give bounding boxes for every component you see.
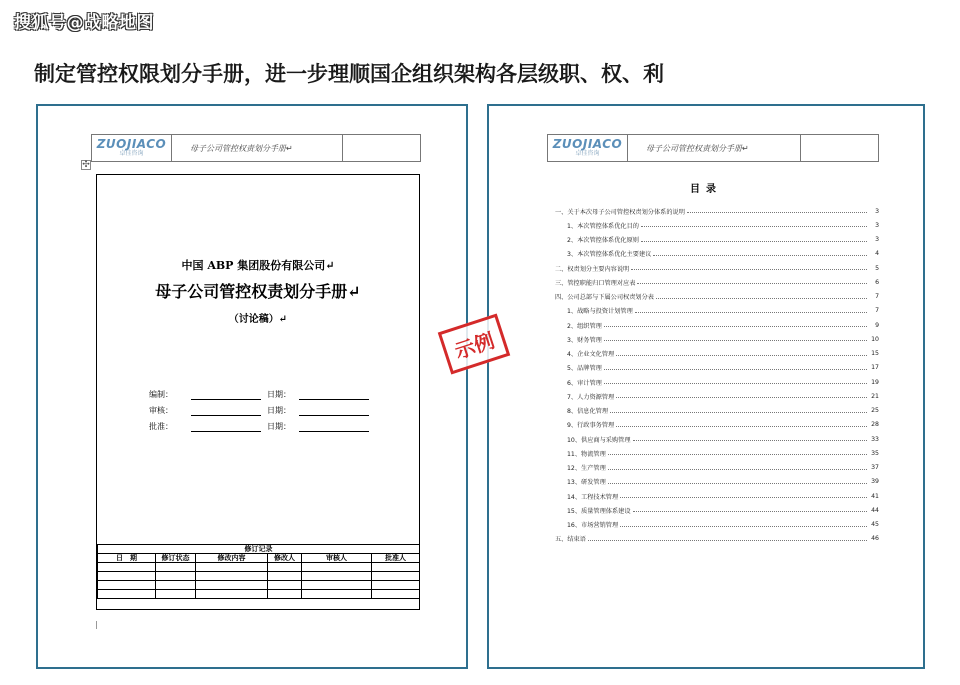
toc-leader-dots [641,223,867,227]
toc-entry-text: 1、本次管控体系优化目的 [567,222,639,230]
toc-page-number: 7 [875,293,879,301]
company-logo: ZUOJIACO 卓佳咨询 [548,135,628,161]
toc-list [555,204,879,546]
toc-page-number: 5 [875,264,879,272]
toc-entry[interactable] [555,446,879,460]
toc-page-number: 39 [871,478,879,486]
toc-leader-dots [608,466,867,470]
toc-entry-text: 13、研发管理 [567,479,606,487]
toc-page-number: 45 [871,521,879,529]
toc-entry[interactable] [555,247,879,261]
toc-leader-dots [687,209,867,213]
page-header [91,134,421,162]
toc-entry-text: 8、信息化管理 [567,408,609,416]
toc-entry-text: 1、战略与投资计划管理 [567,308,633,316]
toc-entry[interactable] [555,503,879,517]
toc-page-number: 3 [875,236,879,244]
page-header [547,134,879,162]
toc-entry[interactable] [555,304,879,318]
toc-page-number: 35 [871,449,879,457]
toc-entry[interactable] [555,332,879,346]
toc-entry-text: 3、本次管控体系优化主要建议 [567,251,652,259]
manual-title: 母子公司管控权责划分手册↵ [155,282,361,301]
sample-stamp: 示例 [438,313,511,374]
toc-leader-dots [610,409,867,413]
toc-entry-text: 11、物流管理 [567,450,606,458]
toc-entry[interactable] [555,375,879,389]
revision-table [97,544,420,599]
toc-entry-text: 14、工程技术管理 [567,493,619,501]
toc-entry[interactable] [555,318,879,332]
toc-leader-dots [637,280,867,284]
toc-entry[interactable] [555,489,879,503]
company-logo: ZUOJIACO 卓佳咨询 [92,135,172,161]
toc-page-number: 19 [871,378,879,386]
toc-entry[interactable] [555,261,879,275]
toc-leader-dots [616,394,867,398]
toc-entry-text: 16、市场营销管理 [567,522,619,530]
toc-leader-dots [608,480,867,484]
company-name: 中国 ABP 集团股份有限公司↵ [181,259,335,272]
toc-leader-dots [604,323,867,327]
toc-leader-dots [633,437,867,441]
toc-entry[interactable] [555,418,879,432]
cover-page [36,104,468,669]
toc-leader-dots [620,523,867,527]
toc-entry[interactable] [555,233,879,247]
toc-entry[interactable] [555,275,879,289]
toc-entry-text: 5、品牌管理 [567,365,602,373]
slide-headline: 制定管控权限划分手册，进一步理顺国企组织架构各层级职、权、利 [34,62,664,86]
toc-title: 目录 [690,184,722,195]
toc-page-number: 10 [871,335,879,343]
toc-entry-text: 二、权责划分主要内容说明 [555,265,630,273]
toc-leader-dots [616,352,867,356]
toc-entry[interactable] [555,290,879,304]
toc-entry[interactable] [555,432,879,446]
table-row [98,590,420,599]
toc-entry[interactable] [555,518,879,532]
toc-entry[interactable] [555,218,879,232]
toc-page-number: 4 [875,250,879,258]
toc-entry-text: 3、财务管理 [567,336,602,344]
toc-entry[interactable] [555,461,879,475]
toc-leader-dots [656,295,867,299]
toc-entry-text: 7、人力资源管理 [567,393,615,401]
toc-leader-dots [653,252,867,256]
toc-leader-dots [604,366,867,370]
toc-leader-dots [616,423,867,427]
toc-entry[interactable] [555,404,879,418]
table-row [98,581,420,590]
cover-frame: 中国 ABP 集团股份有限公司↵ 母子公司管控权责划分手册↵ （讨论稿）↵ 编制： 日期： 审核： 日期： 批准： 日期： 修订记录 日 期 修订状态 修改内容 修改人 审核人 批准人 [96,174,420,610]
toc-entry-text: 9、行政事务管理 [567,422,615,430]
toc-page-number: 28 [871,421,879,429]
toc-leader-dots [641,238,867,242]
toc-leader-dots [608,451,867,455]
toc-entry-text: 4、企业文化管理 [567,351,615,359]
toc-entry-text: 四、公司总部与下属公司权责划分表 [555,294,654,302]
toc-entry-text: 三、管控职能归口管理对应表 [555,279,636,287]
toc-entry-text: 15、质量管理体系建设 [567,507,631,515]
toc-page-number: 37 [871,464,879,472]
toc-leader-dots [604,337,867,341]
source-watermark: 搜狐号@战略地图 [14,13,154,33]
toc-leader-dots [635,309,867,313]
toc-entry[interactable] [555,204,879,218]
toc-entry-text: 一、关于本次母子公司管控权责划分体系的说明 [555,208,685,216]
toc-page-number: 3 [875,207,879,215]
toc-leader-dots [620,494,867,498]
toc-entry-text: 2、本次管控体系优化原则 [567,237,639,245]
toc-entry-text: 五、结束语 [555,536,586,544]
toc-entry[interactable] [555,347,879,361]
toc-entry-text: 2、组织管理 [567,322,602,330]
toc-entry[interactable] [555,389,879,403]
toc-page-number: 3 [875,221,879,229]
draft-label: （讨论稿）↵ [228,314,288,325]
revision-title: 修订记录 [98,545,420,554]
toc-entry[interactable] [555,475,879,489]
table-row [98,572,420,581]
toc-leader-dots [633,508,867,512]
toc-entry[interactable] [555,361,879,375]
toc-page-number: 44 [871,506,879,514]
toc-leader-dots [631,266,867,270]
toc-entry[interactable] [555,532,879,546]
toc-entry-text: 12、生产管理 [567,465,606,473]
toc-page-number: 9 [875,321,879,329]
toc-page-number: 15 [871,350,879,358]
toc-page-number: 33 [871,435,879,443]
header-title: 母子公司管控权责划分手册 ↵ [646,143,749,153]
toc-page [487,104,925,669]
toc-leader-dots [588,537,867,541]
toc-leader-dots [604,380,867,384]
toc-page-number: 7 [875,307,879,315]
header-title: 母子公司管控权责划分手册 ↵ [190,143,293,153]
toc-entry-text: 6、审计管理 [567,379,602,387]
toc-page-number: 25 [871,407,879,415]
table-row [98,563,420,572]
page-corner-mark [96,621,104,629]
toc-page-number: 41 [871,492,879,500]
revision-header-row: 日 期 修订状态 修改内容 修改人 审核人 批准人 [98,554,420,563]
toc-page-number: 46 [871,535,879,543]
toc-page-number: 21 [871,392,879,400]
toc-entry-text: 10、供应商与采购管理 [567,436,631,444]
table-move-handle-icon[interactable]: ✣ [82,160,90,170]
toc-page-number: 17 [871,364,879,372]
toc-page-number: 6 [875,278,879,286]
